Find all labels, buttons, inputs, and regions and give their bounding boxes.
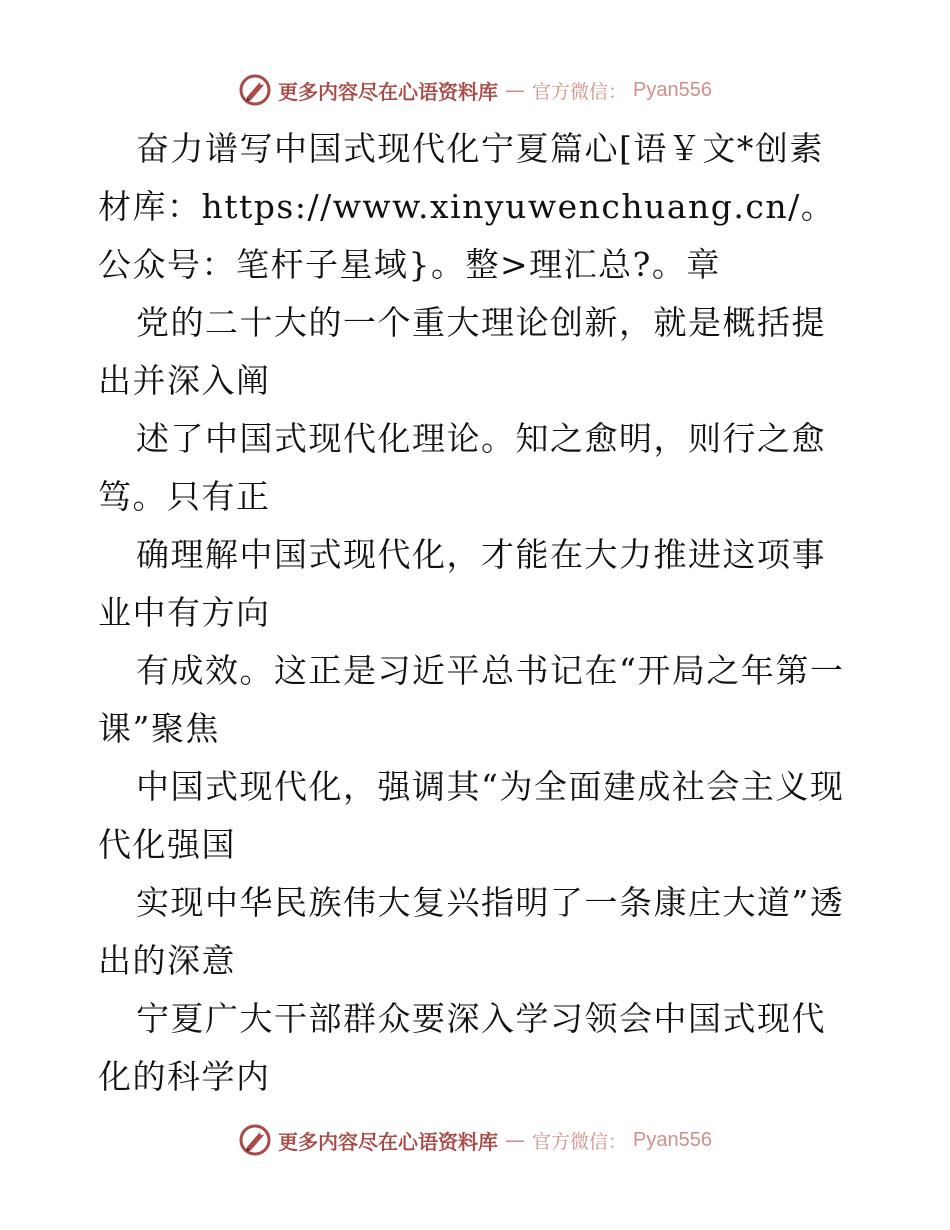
banner-wechat-label: 官方微信： (532, 1130, 628, 1153)
paragraph: 述了中国式现代化理论。知之愈明，则行之愈笃。只有正 (98, 419, 826, 516)
pen-circle-logo-icon (238, 73, 272, 107)
banner-dash: — (505, 78, 525, 102)
banner-main-text: 更多内容尽在心语资料库 (278, 1129, 498, 1154)
pen-circle-logo-icon (238, 1123, 272, 1157)
paragraph: 有成效。这正是习近平总书记在“开局之年第一课”聚焦 (98, 651, 845, 748)
paragraph: 奋力谱写中国式现代化宁夏篇心[语￥文*创素材库：https://www.xinyuwenchuang.cn/。公众号：笔杆子星域}。整>理汇总?。章 (98, 129, 836, 284)
banner-wechat-label: 官方微信： (532, 80, 628, 103)
banner-wechat-id: Pyan556 (633, 78, 712, 101)
paragraph: 确理解中国式现代化，才能在大力推进这项事业中有方向 (98, 535, 826, 632)
header-banner (0, 70, 950, 110)
paragraph: 宁夏广大干部群众要深入学习领会中国式现代化的科学内 (98, 999, 826, 1096)
document-body (98, 120, 858, 1106)
paragraph: 党的二十大的一个重大理论创新，就是概括提出并深入阐 (98, 303, 826, 400)
banner-main-text: 更多内容尽在心语资料库 (278, 79, 498, 104)
banner-dash: — (505, 1128, 525, 1152)
footer-banner (0, 1120, 950, 1160)
banner-wechat-id: Pyan556 (633, 1128, 712, 1151)
paragraph: 实现中华民族伟大复兴指明了一条康庄大道”透出的深意 (98, 883, 845, 980)
paragraph: 中国式现代化，强调其“为全面建成社会主义现代化强国 (98, 767, 845, 864)
